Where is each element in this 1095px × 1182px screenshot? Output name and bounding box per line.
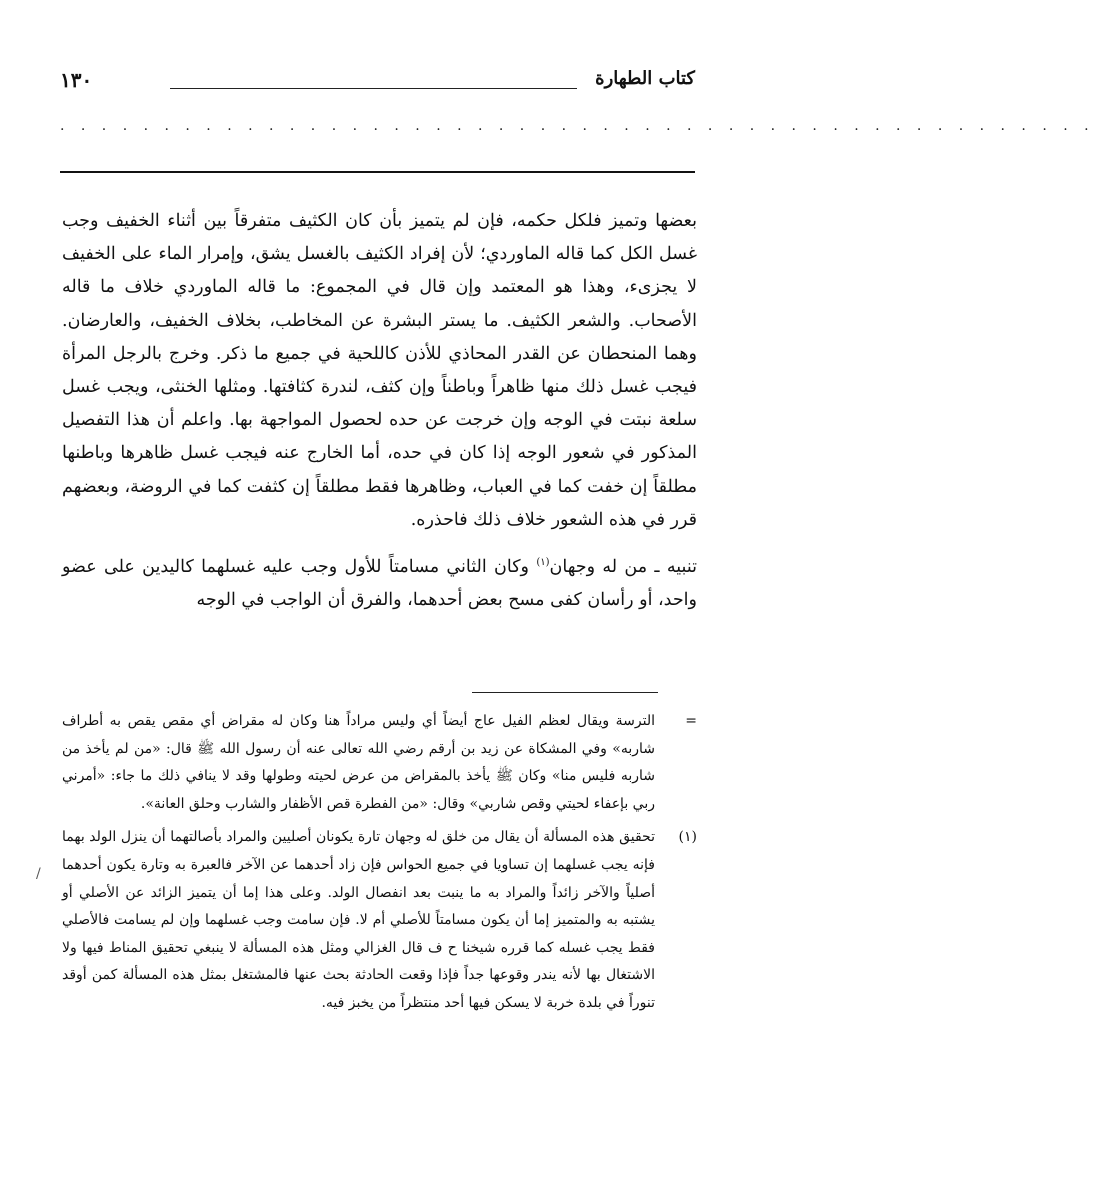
paragraph-text: تنبيه ـ من له وجهان <box>549 557 697 578</box>
page-number: ١٣٠ <box>60 68 93 92</box>
paragraph: بعضها وتميز فلكل حكمه، فإن لم يتميز بأن كان الكثيف متفرقاً بين أثناء الخفيف وجب غسل الكل كما قاله الماوردي؛ لأن إفراد الكثيف بالغسل يشق، وإمرار الماء على الخفيف لا يجزىء، وهذا هو المعتمد وإن قال في المجموع: ما قاله الماوردي خلاف ما قاله الأصحاب. والشعر الكثيف. ما يستر البشرة عن المخاطب، بخلاف الخفيف، والعارضان. وهما المنحطان عن القدر المحاذي للأذن كاللحية في جميع ما ذكر. وخرج بالرجل المرأة فيجب غسل ذلك منها ظاهراً وباطناً وإن كثف، لندرة كثافتها. ومثلها الخنثى، ويجب غسل سلعة نبتت في الوجه وإن خرجت عن حده لحصول المواجهة بها. واعلم أن هذا التفصيل المذكور في شعور الوجه إذا كان في حده، أما الخارج عنه فيجب غسل ظاهرها وباطنها مطلقاً إن خفت كما في العباب، وظاهرها فقط مطلقاً إن كثفت كما في الروضة، وبعضهم قرر في هذه الشعور خلاف ذلك فاحذره. <box>62 211 697 530</box>
header-rule <box>170 88 577 89</box>
book-title: كتاب الطهارة <box>595 68 695 89</box>
footnote-marker: (١) <box>678 829 697 846</box>
footnote <box>62 708 697 818</box>
footnote-marker: = <box>685 713 697 729</box>
footnote-rule <box>472 692 658 693</box>
dotted-separator: . . . . . . . . . . . . . . . . . . . . . . . . . . . . . . . . . . . . . . . . . . . . . . . . . . <box>60 118 1095 134</box>
margin-mark: / <box>36 866 41 882</box>
footnote <box>62 824 697 1017</box>
footnote-text: تحقيق هذه المسألة أن يقال من خلق له وجهان تارة يكونان أصليين والمراد بأصالتهما أن ينزل الولد بهما فإنه يجب غسلهما إن تساويا في جميع الحواس فإن زاد أحدهما عن الآخر فالعبرة به وتارة يكون أحدهما أصلياً والآخر زائداً والمراد به ما ينبت بعد انفصال الولد. وعلى هذا إما أن يتميز الزائد عن الأصلي أو يشتبه به والمتميز إما أن يكون مسامتاً للأصلي أم لا. فإن سامت وجب غسلهما وإن لم يسامت فالأصلي فقط يجب غسله كما قرره شيخنا ح ف قال الغزالي ومثل هذه المسألة لا ينبغي تحقيق المناط فيها ولا الاشتغال بها لأنه يندر وقوعها جداً فإذا وقعت الحادثة بحث عنها فالمشتغل بمثل هذه المسألة كمن أوقد تنوراً في بلدة خربة لا يسكن فيها أحد منتظراً من يخبز فيه. <box>62 829 655 1011</box>
section-rule <box>60 171 695 173</box>
footnotes <box>62 708 697 1018</box>
paragraph-text: وكان الثاني مسامتاً للأول وجب عليه غسلهما كاليدين على عضو واحد، أو رأسان كفى مسح بعض أحدهما، والفرق أن الواجب في الوجه <box>62 557 697 611</box>
main-text <box>62 205 697 617</box>
paragraph <box>62 551 697 617</box>
page-header <box>60 68 695 102</box>
footnote-text: الترسة ويقال لعظم الفيل عاج أيضاً أي وليس مراداً هنا وكان له مقراض أي مقص يقص به أطراف شاربه» وفي المشكاة عن زيد بن أرقم رضي الله تعالى عنه أن رسول الله ﷺ قال: «من لم يأخذ من شاربه فليس منا» وكان ﷺ يأخذ بالمقراض من عرض لحيته وطولها وقد لا ينافي ذلك ما جاء: «أمرني ربي بإعفاء لحيتي وقص شاربي» وقال: «من الفطرة قص الأظفار والشارب وحلق العانة». <box>62 713 655 812</box>
footnote-reference: (١) <box>536 557 550 569</box>
